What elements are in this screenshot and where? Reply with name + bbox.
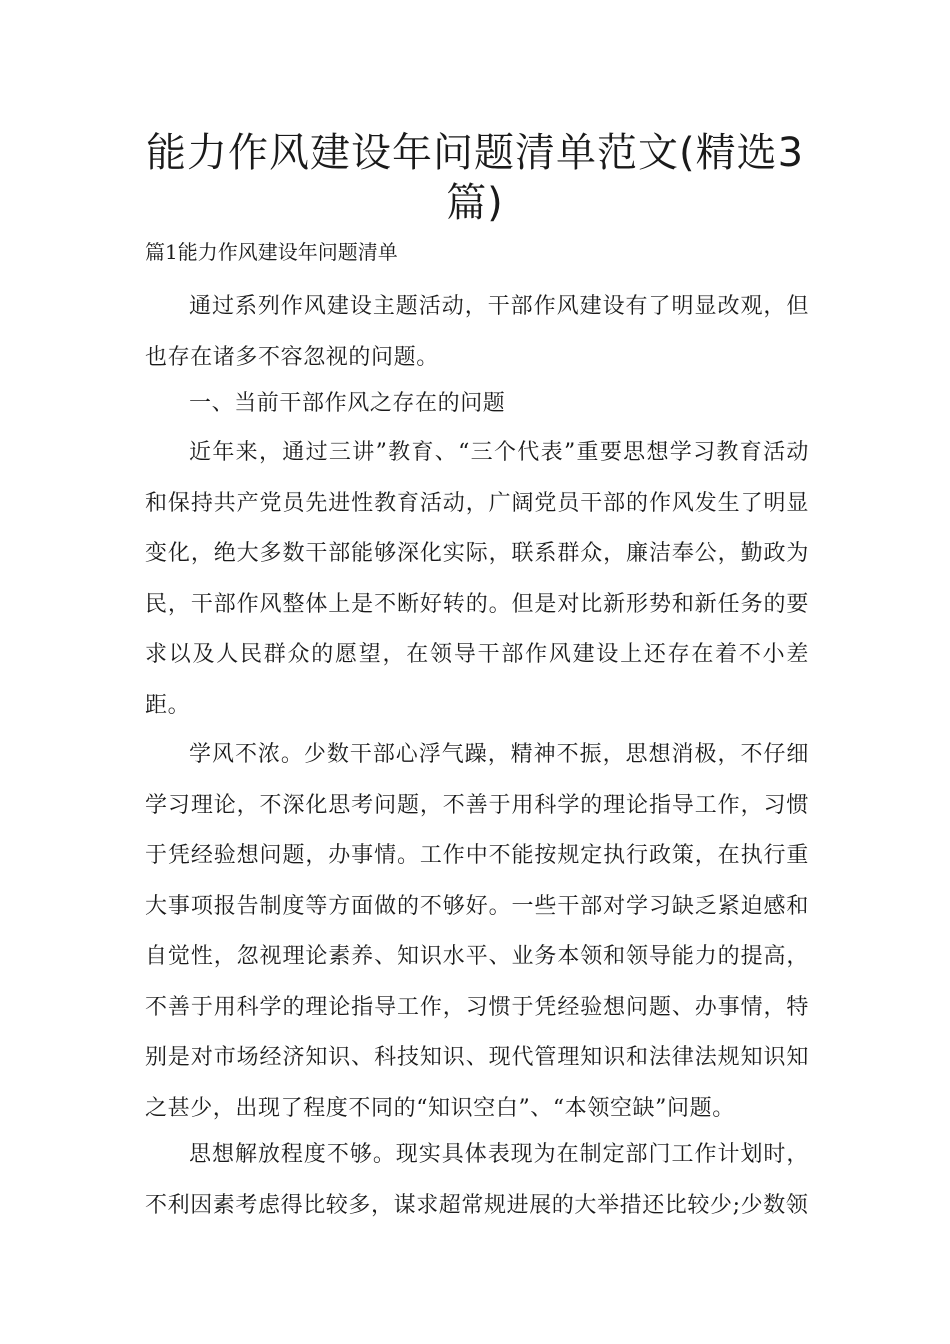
body-paragraph-study-style: 学风不浓。少数干部心浮气躁，精神不振，思想消极，不仔细学习理论，不深化思考问题，不善于用科学的理论指导工作，习惯于凭经验想问题，办事情。工作中不能按规定执行政策，在执行重大事项报告制度等方面做的不够好。一些干部对学习缺乏紧迫感和自觉性，忽视理论素养、知识水平、业务本领和领导能力的提高，不善于用科学的理论指导工作，习惯于凭经验想问题、办事情，特别是对市场经济知识、科技知识、现代管理知识和法律法规知识知之甚少，出现了程度不同的“知识空白”、“本领空缺”问题。 — [145, 742, 809, 1121]
body-paragraph-thought-liberation: 思想解放程度不够。现实具体表现为在制定部门工作计划时，不利因素考虑得比较多，谋求超常规进展的大举措还比较少;少数领 — [145, 1142, 809, 1218]
section-heading: 篇1能力作风建设年问题清单 — [145, 240, 398, 264]
intro-paragraph: 通过系列作风建设主题活动，干部作风建设有了明显改观，但也存在诸多不容忽视的问题。 — [145, 294, 809, 370]
subheading-paragraph: 一、当前干部作风之存在的问题 — [189, 391, 506, 416]
body-paragraph-recent-years: 近年来，通过三讲”教育、“三个代表”重要思想学习教育活动和保持共产党员先进性教育活动，广阔党员干部的作风发生了明显变化，绝大多数干部能够深化实际，联系群众，廉洁奉公，勤政为民，干部作风整体上是不断好转的。但是对比新形势和新任务的要求以及人民群众的愿望，在领导干部作风建设上还存在着不小差距。 — [145, 440, 809, 718]
document-title: 能力作风建设年问题清单范文(精选3篇) — [145, 130, 805, 226]
